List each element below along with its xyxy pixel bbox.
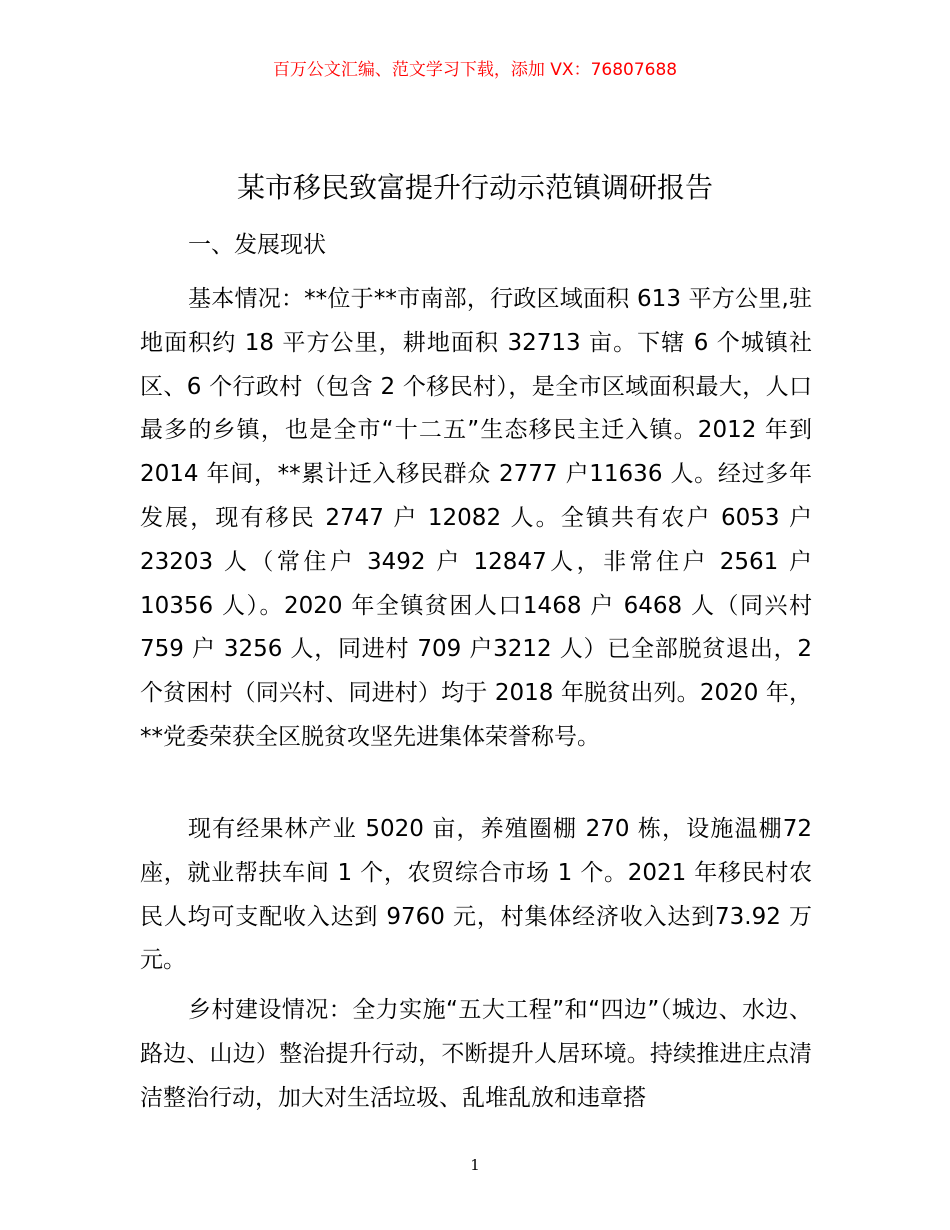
paragraph-text: 乡村建设情况：全力实施“五大工程”和“四边”（城边、水边、路边、山边）整治提升行动，不断提升人居环境。持续推进庄点清洁整治行动，加大对生活垃圾、乱堆乱放和违章搭 (140, 997, 812, 1111)
paragraph-basic-info (140, 278, 812, 760)
promo-header: 百万公文汇编、范文学习下载，添加 VX：76807688 (272, 60, 678, 80)
paragraph-industry (140, 808, 812, 983)
paragraph-text: 现有经果林产业 5020 亩，养殖圈棚 270 栋，设施温棚72 座，就业帮扶车间 1 个，农贸综合市场 1 个。2021 年移民村农民人均可支配收入达到 9760 元，村集体经济收入达到73.92 万元。 (140, 816, 812, 974)
paragraph-rural-construction (140, 989, 812, 1120)
document-title: 某市移民致富提升行动示范镇调研报告 (236, 171, 713, 204)
paragraph-text: 基本情况：**位于**市南部，行政区域面积 613 平方公里,驻地面积约 18 平方公里，耕地面积 32713 亩。下辖 6 个城镇社区、6 个行政村（包含 2 个移民村），是全市区域面积最大，人口最多的乡镇，也是全市“十二五”生态移民主迁入镇。2012 年到 2014 年间，**累计迁入移民群众 2777 户11636 人。经过多年发展，现有移民 2747 户 12082 人。全镇共有农户 6053 户 23203 人（常住户 3492 户 12847人，非常住户 2561 户 10356 人）。2020 年全镇贫困人口1468 户 6468 人（同兴村 759 户 3256 人，同进村 709 户3212 人）已全部脱贫退出，2 个贫困村（同兴村、同进村）均于 2018 年脱贫出列。2020 年，**党委荣获全区脱贫攻坚先进集体荣誉称号。 (140, 286, 812, 750)
section-heading: 一、发展现状 (188, 232, 326, 258)
page-number: 1 (470, 1156, 480, 1174)
